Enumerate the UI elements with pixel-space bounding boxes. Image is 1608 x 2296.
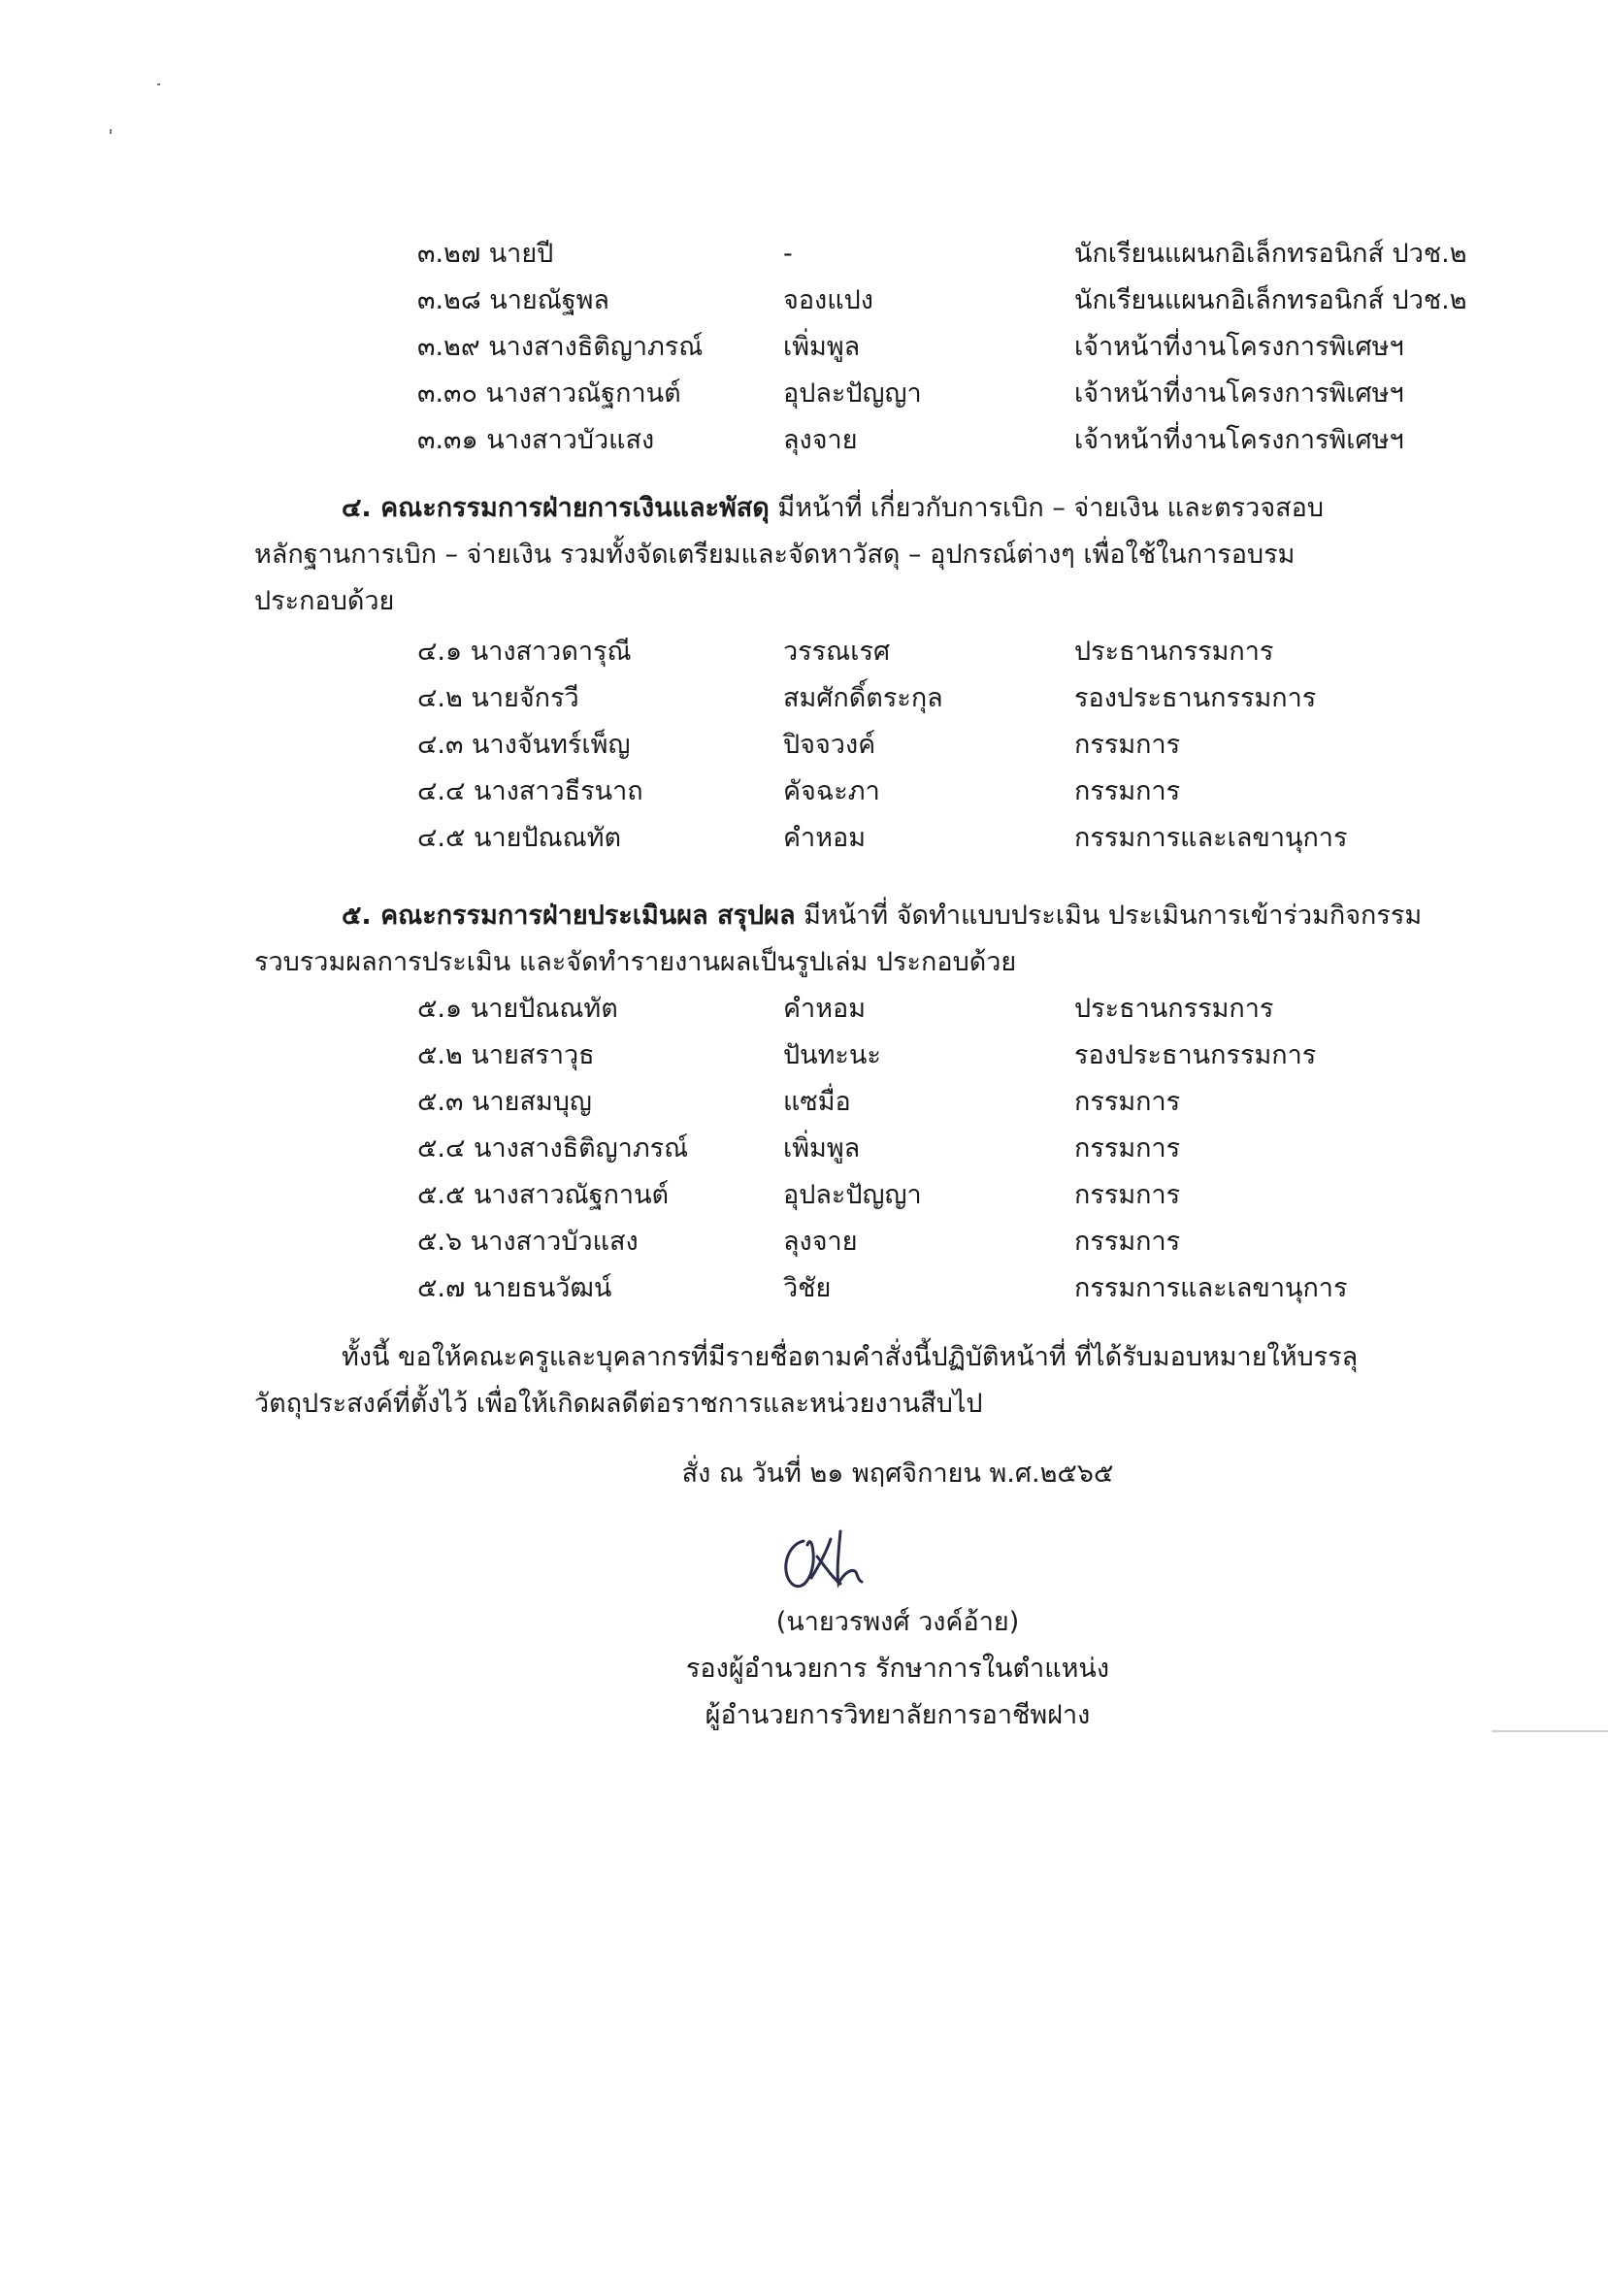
member-role: นักเรียนแผนกอิเล็กทรอนิกส์ ปวช.๒ bbox=[1074, 239, 1467, 269]
member-role: กรรมการ bbox=[1074, 1227, 1181, 1257]
member-name: ๓.๒๗ นายปี bbox=[417, 239, 554, 269]
member-surname: - bbox=[783, 239, 793, 269]
member-surname: คำหอม bbox=[783, 823, 867, 853]
member-name: ๕.๕ นางสาวณัฐกานต์ bbox=[417, 1180, 670, 1210]
member-name: ๔.๕ นายปัณณทัต bbox=[417, 823, 622, 853]
member-surname: เพิ่มพูล bbox=[783, 1133, 861, 1164]
section4-line1-rest: มีหน้าที่ เกี่ยวกับการเบิก – จ่ายเงิน และตรวจสอบ bbox=[769, 493, 1324, 523]
member-surname: ปิจจวงค์ bbox=[783, 730, 876, 760]
member-surname: เพิ่มพูล bbox=[783, 332, 861, 362]
member-role: กรรมการ bbox=[1074, 1133, 1181, 1164]
member-role: รองประธานกรรมการ bbox=[1074, 683, 1317, 713]
closing-paragraph bbox=[254, 1334, 1409, 1427]
member-surname: จองแปง bbox=[783, 285, 873, 315]
member-role: รองประธานกรรมการ bbox=[1074, 1040, 1317, 1070]
member-role: กรรมการ bbox=[1074, 1087, 1181, 1117]
closing-line1: ทั้งนี้ ขอให้คณะครูและบุคลากรที่มีรายชื่อตามคำสั่งนี้ปฏิบัติหน้าที่ ที่ได้รับมอบหมายให้บรรลุ bbox=[342, 1342, 1359, 1372]
member-name: ๔.๓ นางจันทร์เพ็ญ bbox=[417, 730, 631, 760]
member-name: ๔.๔ นางสาวธีรนาถ bbox=[417, 776, 643, 806]
member-surname: วิชัย bbox=[783, 1273, 832, 1303]
signer-position-2: ผู้อำนวยการวิทยาลัยการอาชีพฝาง bbox=[705, 1700, 1091, 1730]
member-surname: วรรณเรศ bbox=[783, 637, 891, 667]
member-surname: คัจฉะภา bbox=[783, 776, 880, 806]
section5-line1 bbox=[254, 893, 1423, 939]
member-role: กรรมการ bbox=[1074, 730, 1181, 760]
section4-line1 bbox=[254, 485, 1409, 532]
signer-position-1: รองผู้อำนวยการ รักษาการในตำแหน่ง bbox=[685, 1654, 1110, 1684]
member-role: กรรมการ bbox=[1074, 776, 1181, 806]
scan-edge-line bbox=[1492, 1730, 1608, 1732]
member-role: เจ้าหน้าที่งานโครงการพิเศษฯ bbox=[1074, 332, 1404, 362]
scan-speck bbox=[157, 83, 160, 85]
member-name: ๓.๒๙ นางสางธิติญาภรณ์ bbox=[417, 332, 704, 362]
member-surname: อุปละปัญญา bbox=[783, 378, 922, 409]
member-surname: แซมื่อ bbox=[783, 1087, 851, 1117]
order-date: สั่ง ณ วันที่ ๒๑ พฤศจิกายน พ.ศ.๒๕๖๕ bbox=[681, 1459, 1114, 1489]
member-surname: อุปละปัญญา bbox=[783, 1180, 922, 1210]
member-name: ๕.๓ นายสมบุญ bbox=[417, 1087, 592, 1117]
scan-speck bbox=[110, 129, 112, 134]
section5-heading: ๕. คณะกรรมการฝ่ายประเมินผล สรุปผล bbox=[342, 901, 796, 931]
member-role: กรรมการและเลขานุการ bbox=[1074, 1273, 1348, 1303]
section4-paragraph bbox=[254, 485, 1409, 625]
member-role: เจ้าหน้าที่งานโครงการพิเศษฯ bbox=[1074, 378, 1404, 409]
member-name: ๕.๔ นางสางธิติญาภรณ์ bbox=[417, 1133, 689, 1164]
member-name: ๕.๖ นางสาวบัวแสง bbox=[417, 1227, 639, 1257]
member-role: ประธานกรรมการ bbox=[1074, 637, 1274, 667]
member-surname: ปันทะนะ bbox=[783, 1040, 881, 1070]
member-role: กรรมการและเลขานุการ bbox=[1074, 823, 1348, 853]
member-surname: สมศักดิ์ตระกุล bbox=[783, 683, 943, 713]
section5-paragraph bbox=[254, 893, 1423, 986]
member-name: ๓.๓๐ นางสาวณัฐกานต์ bbox=[417, 378, 681, 409]
member-name: ๕.๒ นายสราวุธ bbox=[417, 1040, 595, 1070]
section4-line2: หลักฐานการเบิก – จ่ายเงิน รวมทั้งจัดเตรียมและจัดหาวัสดุ – อุปกรณ์ต่างๆ เพื่อใช้ในการอบรม bbox=[254, 540, 1296, 570]
member-name: ๔.๒ นายจักรวี bbox=[417, 683, 579, 713]
member-role: ประธานกรรมการ bbox=[1074, 994, 1274, 1024]
section5-line2: รวบรวมผลการประเมิน และจัดทำรายงานผลเป็นรูปเล่ม ประกอบด้วย bbox=[254, 947, 1017, 977]
section4-line3: ประกอบด้วย bbox=[254, 586, 395, 616]
closing-line2: วัตถุประสงค์ที่ตั้งไว้ เพื่อให้เกิดผลดีต่อราชการและหน่วยงานสืบไป bbox=[254, 1389, 983, 1419]
member-role: นักเรียนแผนกอิเล็กทรอนิกส์ ปวช.๒ bbox=[1074, 285, 1467, 315]
member-role: เจ้าหน้าที่งานโครงการพิเศษฯ bbox=[1074, 425, 1404, 455]
section4-heading: ๔. คณะกรรมการฝ่ายการเงินและพัสดุ bbox=[342, 493, 770, 523]
member-role: กรรมการ bbox=[1074, 1180, 1181, 1210]
member-surname: ลุงจาย bbox=[783, 425, 858, 455]
signer-name: (นายวรพงศ์ วงค์อ้าย) bbox=[775, 1607, 1020, 1637]
member-name: ๓.๓๑ นางสาวบัวแสง bbox=[417, 425, 655, 455]
member-name: ๕.๗ นายธนวัฒน์ bbox=[417, 1273, 612, 1303]
member-name: ๓.๒๘ นายณัฐพล bbox=[417, 285, 609, 315]
member-name: ๔.๑ นางสาวดารุณี bbox=[417, 637, 632, 667]
member-surname: ลุงจาย bbox=[783, 1227, 858, 1257]
member-surname: คำหอม bbox=[783, 994, 867, 1024]
signature-mark bbox=[776, 1524, 893, 1601]
section5-line1-rest: มีหน้าที่ จัดทำแบบประเมิน ประเมินการเข้าร่วมกิจกรรม bbox=[795, 901, 1423, 931]
member-name: ๕.๑ นายปัณณทัต bbox=[417, 994, 618, 1024]
